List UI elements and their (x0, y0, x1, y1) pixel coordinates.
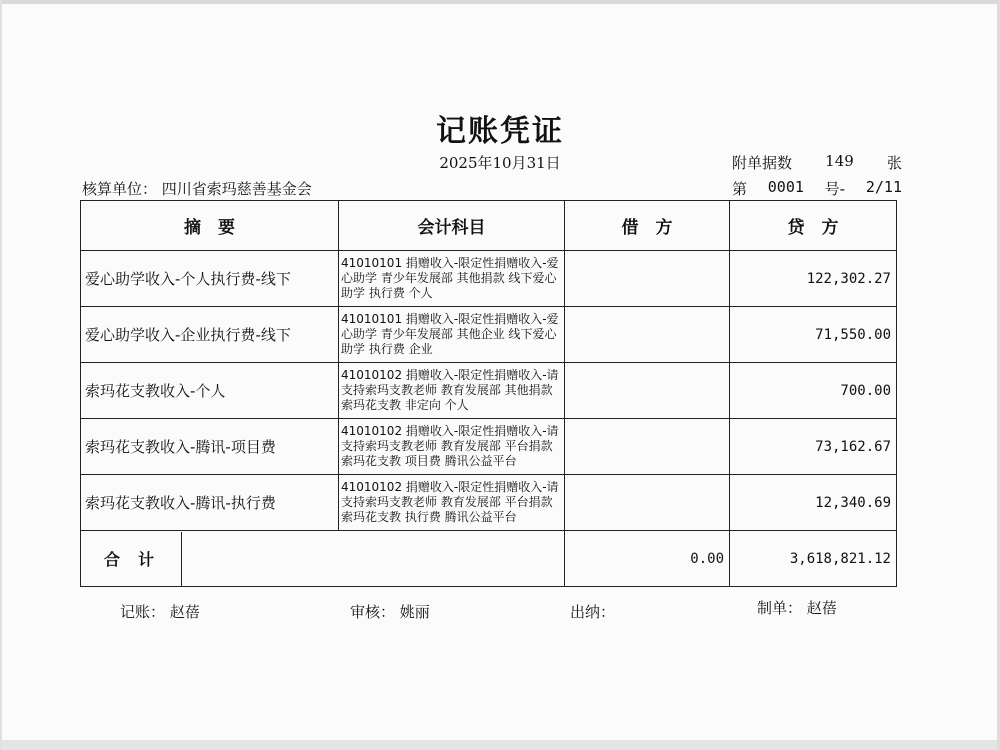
attachments-label: 附单据数 (732, 154, 793, 172)
row-credit: 73,162.67 (730, 419, 897, 475)
row-debit (565, 475, 730, 531)
signature-bookkeeper (120, 601, 200, 622)
row-summary: 爱心助学收入-企业执行费-线下 (81, 307, 339, 363)
scan-edge-left (0, 0, 2, 750)
scan-edge-bottom (0, 740, 1000, 750)
row-credit: 71,550.00 (730, 307, 897, 363)
voucher-title: 记账凭证 (436, 114, 564, 149)
attachments-count: 149 (825, 152, 854, 170)
header-debit: 借 方 (565, 201, 730, 251)
attachments-info (732, 152, 902, 173)
voucher-no-page: 2/11 (865, 178, 902, 196)
row-summary: 爱心助学收入-个人执行费-线下 (81, 251, 339, 307)
row-account: 41010101 捐赠收入-限定性捐赠收入-爱心助学 青少年发展部 其他捐款 线下爱心助学 执行费 个人 (339, 251, 565, 307)
row-debit (565, 419, 730, 475)
total-label: 合计 (81, 532, 182, 586)
row-credit: 700.00 (730, 363, 897, 419)
signature-reviewer (350, 601, 430, 622)
total-row (81, 531, 897, 587)
unit-label: 核算单位： (82, 180, 158, 198)
row-summary: 索玛花支教收入-个人 (81, 363, 339, 419)
table-row (81, 363, 897, 419)
table-row (81, 475, 897, 531)
cashier-label: 出纳： (570, 603, 616, 621)
row-debit (565, 363, 730, 419)
total-debit: 0.00 (565, 531, 730, 587)
reviewer-label: 审核： (350, 603, 396, 621)
voucher-table (80, 200, 897, 587)
row-account: 41010102 捐赠收入-限定性捐赠收入-请支持索玛支教老师 教育发展部 平台捐款 索玛花支教 项目费 腾讯公益平台 (339, 419, 565, 475)
bookkeeper-name: 赵蓓 (169, 603, 200, 621)
row-credit: 122,302.27 (730, 251, 897, 307)
voucher-number (732, 178, 902, 199)
row-debit (565, 307, 730, 363)
preparer-label: 制单： (757, 599, 803, 617)
row-summary: 索玛花支教收入-腾讯-项目费 (81, 419, 339, 475)
voucher-no-prefix: 第 (732, 180, 748, 198)
accounting-unit (82, 178, 312, 199)
header-account: 会计科目 (339, 201, 565, 251)
total-blank (182, 532, 564, 586)
voucher-date: 2025年10月31日 (439, 154, 561, 172)
total-cell (81, 531, 565, 587)
reviewer-name: 姚丽 (399, 603, 430, 621)
row-account: 41010102 捐赠收入-限定性捐赠收入-请支持索玛支教老师 教育发展部 平台捐款 索玛花支教 执行费 腾讯公益平台 (339, 475, 565, 531)
signature-cashier (570, 601, 615, 622)
header-summary: 摘 要 (81, 201, 339, 251)
table-row (81, 307, 897, 363)
voucher-no-mid: 号- (824, 180, 846, 198)
table-header-row (81, 201, 897, 251)
table-row (81, 419, 897, 475)
scan-edge-top (0, 0, 1000, 4)
bookkeeper-label: 记账： (120, 603, 166, 621)
header-credit: 贷 方 (730, 201, 897, 251)
voucher-no-value: 0001 (767, 178, 804, 196)
attachments-unit: 张 (886, 154, 902, 172)
unit-name: 四川省索玛慈善基金会 (161, 180, 312, 198)
row-summary: 索玛花支教收入-腾讯-执行费 (81, 475, 339, 531)
total-credit: 3,618,821.12 (730, 531, 897, 587)
row-account: 41010102 捐赠收入-限定性捐赠收入-请支持索玛支教老师 教育发展部 其他捐款 索玛花支教 非定向 个人 (339, 363, 565, 419)
preparer-name: 赵蓓 (806, 599, 837, 617)
row-account: 41010101 捐赠收入-限定性捐赠收入-爱心助学 青少年发展部 其他企业 线下爱心助学 执行费 企业 (339, 307, 565, 363)
row-debit (565, 251, 730, 307)
table-row (81, 251, 897, 307)
row-credit: 12,340.69 (730, 475, 897, 531)
signature-preparer (757, 597, 837, 618)
